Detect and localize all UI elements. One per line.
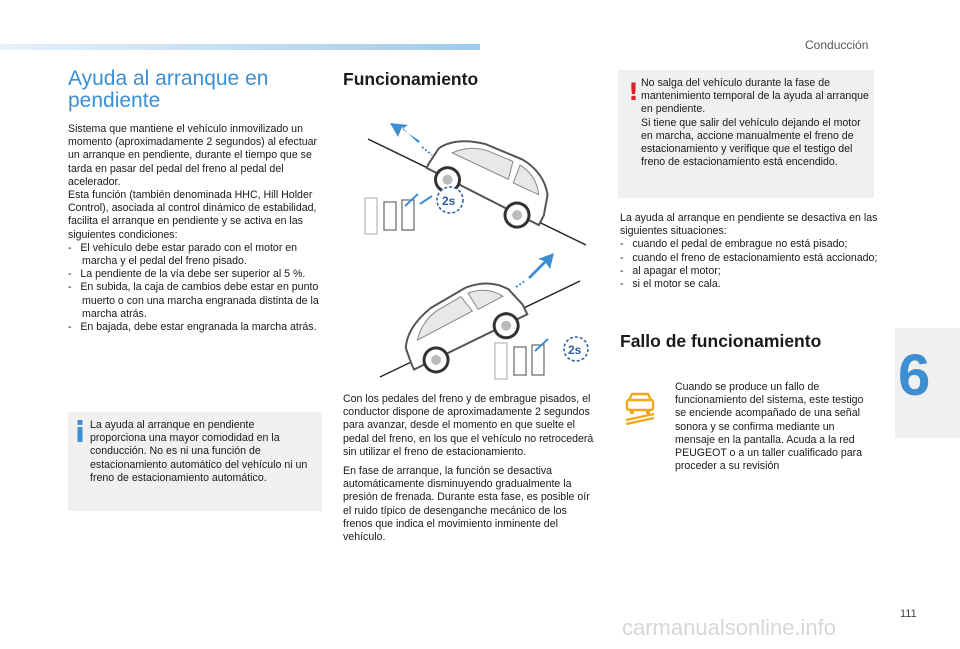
condition-item: - El vehículo debe estar parado con el motor en marcha y el pedal del freno pisado. bbox=[68, 241, 298, 268]
deactivation-item: - cuando el pedal de embrague no está pisado; bbox=[620, 238, 848, 251]
warning-box bbox=[618, 70, 874, 198]
info-note-box bbox=[68, 412, 322, 511]
hill-start-illustration bbox=[340, 95, 605, 390]
deactivation-item: - cuando el freno de estacionamiento está accionado; bbox=[620, 251, 878, 264]
svg-text:2s: 2s bbox=[568, 343, 582, 357]
deactivation-item: - al apagar el motor; bbox=[620, 264, 721, 277]
middle-body bbox=[343, 393, 599, 544]
info-icon bbox=[75, 420, 85, 442]
left-body bbox=[68, 123, 324, 334]
condition-item: - La pendiente de la vía debe ser superior al 5 %. bbox=[68, 268, 306, 281]
hill-start-fault-warning-icon bbox=[622, 390, 658, 426]
intro-text: Sistema que mantiene el vehículo inmovilizado un momento (aproximadamente 2 segundos) al efectuar un arranque en pendiente, durante el tiempo que se tarda en pasar del pedal del freno al pedal del acelerador. bbox=[68, 123, 318, 188]
section-title-fallo: Fallo de funcionamiento bbox=[620, 331, 822, 351]
deactivation-intro: La ayuda al arranque en pendiente se desactiva en las siguientes situaciones: bbox=[620, 212, 878, 238]
funcionamiento-para-1: Con los pedales del freno y de embrague pisados, el conductor dispone de aproximadamente 2 segundos para avanzar, desde el momento en que suelte el pedal del freno, en los que el vehículo no retrocederá sin utilizar el freno de estacionamiento. bbox=[343, 393, 594, 458]
funcionamiento-para-2: En fase de arranque, la función se desactiva automáticamente disminuyendo gradualmente la presión de frenada. Durante esta fase, es posible oír el ruido típico de desenganche mecánico de los frenos que indica el movimiento inminente del vehículo. bbox=[343, 465, 590, 544]
watermark: carmanualsonline.info bbox=[622, 615, 837, 640]
warning-icon: ! bbox=[628, 78, 639, 106]
section-title-funcionamiento: Funcionamiento bbox=[343, 69, 479, 89]
function-text: Esta función (también denominada HHC, Hill Holder Control), asociada al control dinámico de estabilidad, facilita el arranque en pendiente y se activa en las siguientes condiciones: bbox=[68, 189, 317, 241]
svg-text:2s: 2s bbox=[442, 194, 456, 208]
section-label: Conducción bbox=[805, 38, 869, 52]
deactivation-item: - si el motor se cala. bbox=[620, 278, 721, 291]
fault-text: Cuando se produce un fallo de funcionamiento del sistema, este testigo se enciende acompañado de una señal sonora y se confirma mediante un mensaje en la pantalla. Acuda a la red PEUGEOT o a un taller cualificado para proceder a su revisión bbox=[675, 381, 864, 473]
header-bar bbox=[0, 44, 480, 50]
info-note-text: La ayuda al arranque en pendiente proporciona una mayor comodidad en la conducción. No es ni una función de estacionamiento automático del vehículo ni un freno de estacionamiento automático. bbox=[90, 419, 308, 484]
deactivation-list bbox=[620, 212, 878, 291]
warning-text: No salga del vehículo durante la fase de mantenimiento temporal de la ayuda al arranque en pendiente. Si tiene que salir del vehículo dejando el motor en marcha, accione manualmente el freno de estacionamiento y verifique que el testigo del freno de estacionamiento está encendido. bbox=[641, 77, 869, 169]
chapter-number: 6 bbox=[898, 343, 931, 408]
condition-item: - En subida, la caja de cambios debe estar en punto muerto o con una marcha engranada distinta de la marcha atrás. bbox=[68, 281, 319, 320]
condition-item: - En bajada, debe estar engranada la marcha atrás. bbox=[68, 321, 317, 334]
page-title: Ayuda al arranque en pendiente bbox=[68, 67, 269, 112]
page-number: 111 bbox=[900, 608, 917, 620]
